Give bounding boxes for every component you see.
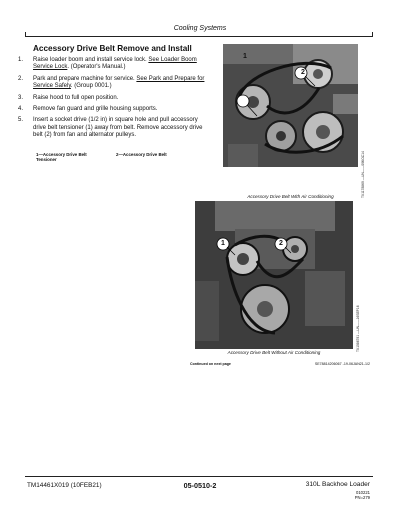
step-text-after: . (Operator's Manual.)	[67, 64, 126, 71]
figure2-caption: Accessory Drive Belt Without Air Conditioning	[227, 350, 321, 355]
step-text: Raise hood to full open position.	[33, 94, 119, 101]
footer-pn: PN=279	[354, 495, 370, 500]
figure1-side-id: TX1178869 —UN——00KOC14	[361, 151, 365, 198]
figure-belt-without-ac-photo	[195, 201, 353, 349]
step-text: Raise loader boom and install service lock.	[33, 57, 149, 63]
header-rule	[25, 36, 373, 37]
legend-item-belt: 2—Accessory Drive Belt	[116, 152, 167, 157]
continued-note: Continued on next page	[190, 362, 231, 366]
step-number: 2.	[18, 75, 24, 82]
step-item	[18, 117, 208, 139]
figure1-caption: Accessory Drive Belt With Air Conditioning	[247, 194, 334, 199]
step-item	[18, 95, 208, 102]
figure2-callout-2: 2	[279, 240, 283, 247]
step-item	[18, 57, 208, 72]
section-title: Accessory Drive Belt Remove and Install	[33, 44, 192, 53]
document-reference: SE78814206067 -19-06JAN21-1/2	[314, 362, 370, 366]
step-link[interactable]: See Park and Prepare for Service Safely	[33, 75, 205, 90]
footer-manual-id: TM14461X019 (10FEB21)	[27, 482, 102, 489]
step-text-after: . (Group 0001.)	[70, 83, 112, 90]
figure2-callout-1: 1	[221, 240, 225, 247]
header-rule-right-tick	[372, 32, 373, 37]
footer-date-code: 010221	[356, 490, 370, 495]
footer-rule	[25, 476, 373, 477]
figure-belt-with-ac-photo	[223, 44, 358, 167]
step-number: 4.	[18, 106, 24, 113]
footer-page-number: 05-0510-2	[183, 481, 217, 490]
step-text: Insert a socket drive (1/2 in) in square hole and pull accessory drive belt tensioner (1) away from belt. Remove accessory drive belt (2) from fan and alternator pulleys.	[33, 117, 203, 139]
figure1-callout-1: 1	[243, 53, 247, 60]
step-item	[18, 76, 208, 91]
running-header: Cooling Systems	[173, 25, 227, 32]
step-text: Remove fan guard and grille housing supports.	[33, 106, 158, 113]
footer-model: 310L Backhoe Loader	[305, 481, 370, 488]
step-number: 1.	[18, 57, 24, 63]
step-item	[18, 106, 208, 113]
figure2-side-id: TX1086791 —UN——16SEP16	[356, 305, 360, 352]
step-text: Park and prepare machine for service.	[33, 75, 137, 82]
procedure-steps	[18, 57, 208, 144]
header-rule-left-tick	[25, 32, 26, 37]
step-number: 5.	[18, 117, 24, 124]
step-number: 3.	[18, 94, 24, 101]
figure1-callout-2: 2	[301, 69, 305, 76]
legend-item-tensioner: 1—Accessory Drive Belt Tensioner	[36, 152, 87, 163]
step-link[interactable]: See Loader Boom Service Lock	[33, 57, 197, 71]
